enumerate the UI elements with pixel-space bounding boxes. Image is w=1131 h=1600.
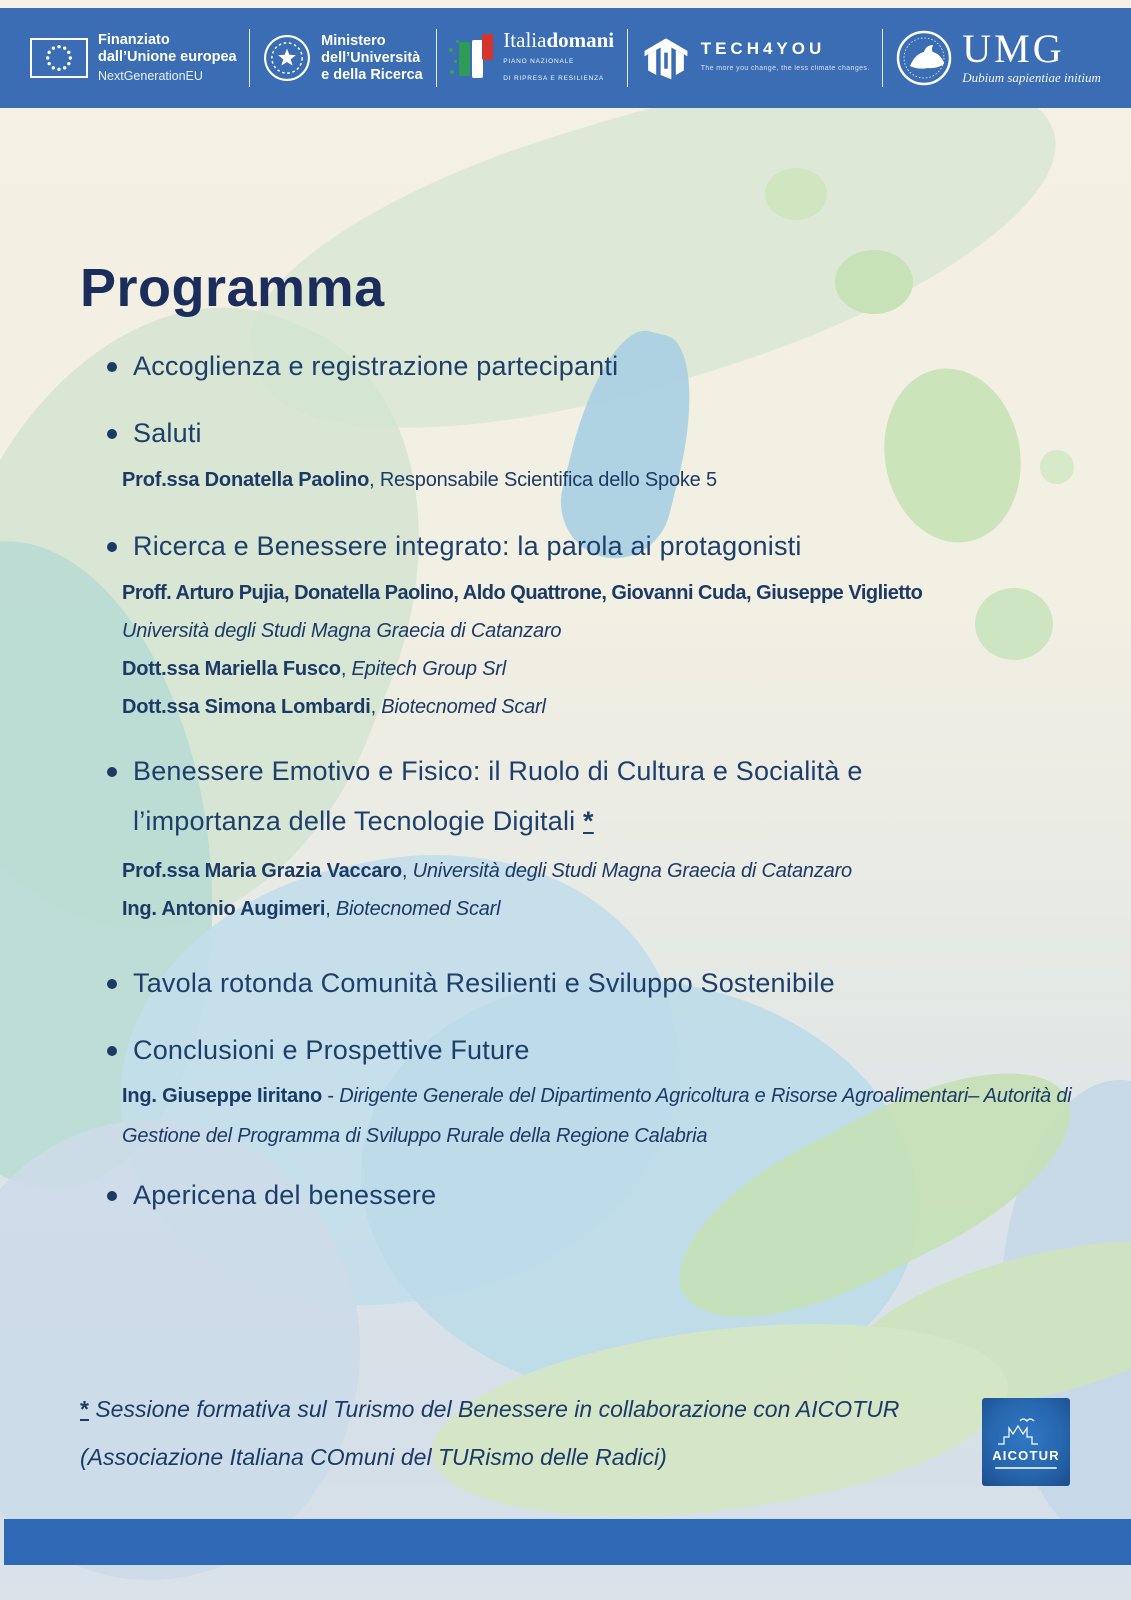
program-item [105, 1177, 1110, 1213]
program-item-title: Accoglienza e registrazione partecipanti [105, 348, 1110, 384]
header-divider [249, 29, 250, 87]
header-divider [627, 29, 628, 87]
program-item-title: Saluti [105, 415, 1110, 451]
eu-funding-logo [30, 32, 237, 85]
footnote-asterisk: * [80, 1396, 89, 1422]
speaker-line: Ing. Giuseppe Iiritano - Dirigente Generale del Dipartimento Agricoltura e Risorse Agroalimentari– Autorità di Gestione del Programma di Sviluppo Rurale della Regione Calabria [122, 1085, 1072, 1147]
italiadomani-logo [449, 29, 614, 87]
bottom-accent-bar [4, 1519, 1131, 1565]
footnote [80, 1385, 899, 1481]
italiadomani-flag-icon [449, 34, 493, 82]
ministero-universita-logo [263, 33, 423, 84]
program-item [105, 528, 1110, 726]
header-divider [882, 29, 883, 87]
program-item [105, 746, 1110, 928]
umg-seal-icon [896, 30, 952, 86]
page-title: Programma [80, 258, 385, 319]
program-item [105, 415, 1110, 499]
speaker-line: Dott.ssa Simona Lombardi, Biotecnomed Scarl [122, 696, 546, 718]
footnote-asterisk: * [583, 806, 594, 836]
mur-line1: Ministero [321, 32, 386, 49]
footnote-line2: (Associazione Italiana COmuni del TURismo delle Radici) [80, 1444, 667, 1470]
program-item [105, 965, 1110, 1001]
aicotur-wordmark: AICOTUR [992, 1447, 1060, 1463]
program-item-title: Apericena del benessere [105, 1177, 1110, 1213]
tech4you-logo [641, 31, 870, 85]
affiliation-line: Università degli Studi Magna Graecia di Catanzaro [122, 620, 562, 642]
tech4you-tagline: The more you change, the less climate changes. [700, 64, 870, 72]
speaker-line: Prof.ssa Donatella Paolino, Responsabile Scientifica dello Spoke 5 [122, 469, 717, 491]
tech4you-monogram-icon [641, 31, 691, 85]
eu-funding-line2: dall’Unione europea [98, 48, 237, 65]
aicotur-tagline-bar [995, 1467, 1057, 1469]
umg-motto: Dubium sapientiae initium [962, 70, 1101, 85]
italy-republic-emblem-icon [263, 34, 311, 82]
aicotur-logo [982, 1398, 1070, 1486]
speaker-line: Prof.ssa Maria Grazia Vaccaro, Università degli Studi Magna Graecia di Catanzaro [122, 860, 852, 882]
aicotur-skyline-icon [994, 1416, 1058, 1446]
speaker-line: Ing. Antonio Augimeri, Biotecnomed Scarl [122, 898, 501, 920]
mur-line3: e della Ricerca [321, 66, 423, 83]
pnrr-subtitle-line2: DI RIPRESA E RESILIENZA [503, 75, 605, 82]
program-item-title: Benessere Emotivo e Fisico: il Ruolo di Cultura e Socialità e l’importanza delle Tecnologie Digitali * [105, 746, 1110, 846]
bullet-icon [107, 542, 117, 552]
umg-acronym: UMG [962, 26, 1065, 71]
bullet-icon [107, 1191, 117, 1201]
bullet-icon [107, 362, 117, 372]
pnrr-subtitle-line1: PIANO NAZIONALE [503, 58, 575, 65]
program-item-title: Conclusioni e Prospettive Future [105, 1032, 1110, 1068]
eu-funding-line1: Finanziato [98, 31, 170, 48]
mur-line2: dell’Università [321, 49, 421, 66]
speaker-line: Dott.ssa Mariella Fusco, Epitech Group Srl [122, 658, 506, 680]
bullet-icon [107, 1046, 117, 1056]
program-item [105, 1032, 1110, 1156]
bullet-icon [107, 429, 117, 439]
header-divider [436, 29, 437, 87]
program-item-title: Ricerca e Benessere integrato: la parola ai protagonisti [105, 528, 1110, 564]
program-item [105, 348, 1110, 384]
umg-logo [896, 26, 1101, 86]
bullet-icon [107, 767, 117, 777]
italiadomani-wordmark: Italiadomani [503, 28, 615, 52]
footnote-line1: * Sessione formativa sul Turismo del Benessere in collaborazione con AICOTUR [80, 1396, 900, 1422]
tech4you-wordmark: TECH4YOU [700, 38, 826, 58]
eu-flag-icon [30, 38, 88, 78]
speaker-line: Proff. Arturo Pujia, Donatella Paolino, Aldo Quattrone, Giovanni Cuda, Giuseppe Viglietto [122, 582, 923, 604]
bullet-icon [107, 979, 117, 989]
partner-logos-bar [0, 8, 1131, 108]
eu-funding-line3: NextGenerationEU [98, 68, 203, 83]
program-item-title: Tavola rotonda Comunità Resilienti e Sviluppo Sostenibile [105, 965, 1110, 1001]
